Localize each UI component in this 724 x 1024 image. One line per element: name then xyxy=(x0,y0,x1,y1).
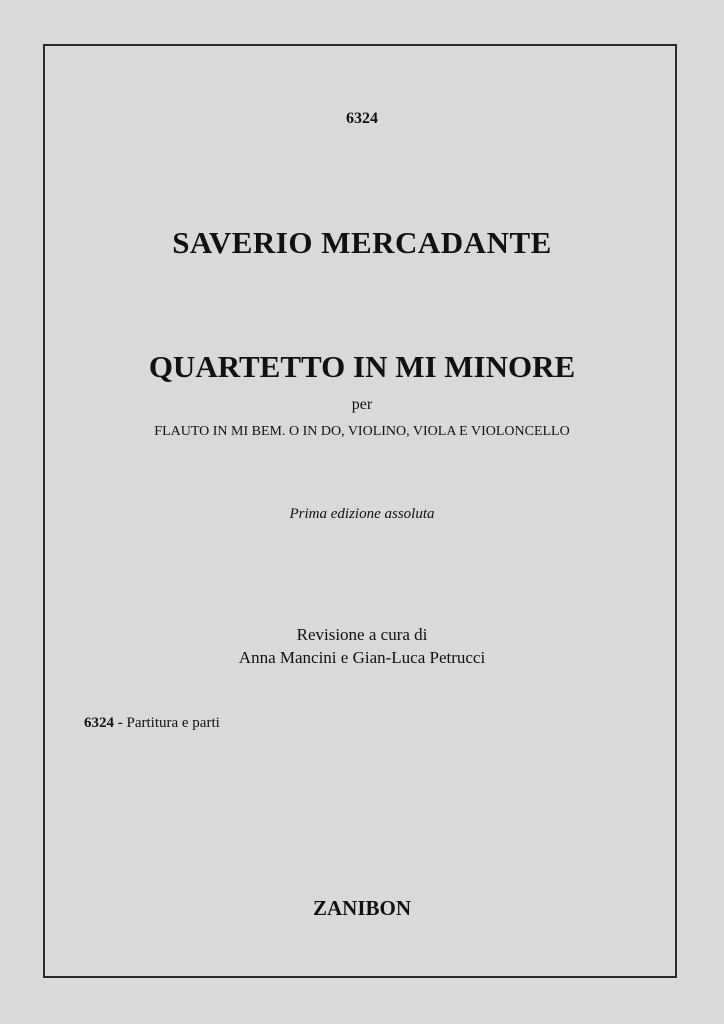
edition-note: Prima edizione assoluta xyxy=(289,506,435,522)
work-title: QUARTETTO IN MI MINORE xyxy=(148,349,576,384)
per-label: per xyxy=(351,396,373,413)
parts-entry xyxy=(84,715,220,732)
publisher-name: ZANIBON xyxy=(312,896,412,920)
parts-catalog-number: 6324 xyxy=(84,715,114,731)
composer-name: SAVERIO MERCADANTE xyxy=(172,225,552,260)
revision-label: Revisione a cura di xyxy=(296,625,428,644)
instrumentation: FLAUTO IN MI BEM. O IN DO, VIOLINO, VIOLA E VIOLONCELLO xyxy=(154,424,570,439)
parts-separator: - xyxy=(117,715,123,731)
parts-description: Partitura e parti xyxy=(126,715,220,731)
catalog-number: 6324 xyxy=(346,110,378,127)
revision-editors: Anna Mancini e Gian-Luca Petrucci xyxy=(238,648,486,667)
